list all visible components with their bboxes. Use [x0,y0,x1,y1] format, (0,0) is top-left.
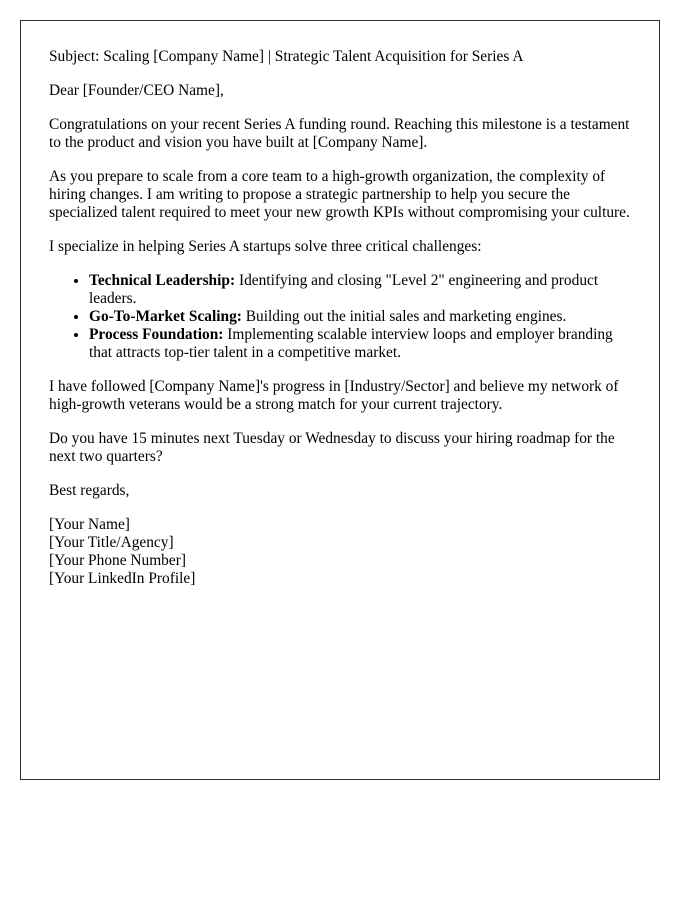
challenge-title: Process Foundation: [89,326,224,343]
signature-phone: [Your Phone Number] [49,552,186,569]
challenge-text: Identifying and closing "Level 2" engineering and product leaders. [89,272,599,307]
subject-line: Subject: Scaling [Company Name] | Strategic Talent Acquisition for Series A [49,48,524,65]
challenge-text: Implementing scalable interview loops and employer branding that attracts top-tier talent in a competitive market. [89,326,613,361]
paragraph-proposal: As you prepare to scale from a core team to a high-growth organization, the complexity of hiring changes. I am writing to propose a strategic partnership to help you secure the specialized talent required to meet your new growth KPIs without compromising your culture. [49,168,630,221]
challenge-text: Building out the initial sales and marketing engines. [241,308,567,325]
list-item [89,326,631,362]
greeting: Dear [Founder/CEO Name], [49,82,224,99]
list-item [89,308,631,326]
challenge-title: Go-To-Market Scaling: [89,308,242,325]
paragraph-specialize: I specialize in helping Series A startups solve three critical challenges: [49,238,482,255]
paragraph-call-to-action: Do you have 15 minutes next Tuesday or Wednesday to discuss your hiring roadmap for the next two quarters? [49,430,615,465]
closing: Best regards, [49,482,130,499]
paragraph-network: I have followed [Company Name]'s progress in [Industry/Sector] and believe my network of high-growth veterans would be a strong match for your current trajectory. [49,378,619,413]
signature-name: [Your Name] [49,516,130,533]
signature-title: [Your Title/Agency] [49,534,174,551]
letter-page [20,20,660,780]
challenge-title: Technical Leadership: [89,272,236,289]
paragraph-congratulations: Congratulations on your recent Series A funding round. Reaching this milestone is a testament to the product and vision you have built at [Company Name]. [49,116,630,151]
signature-linkedin: [Your LinkedIn Profile] [49,570,196,587]
challenges-list [49,272,631,362]
list-item [89,272,631,308]
signature-block [49,516,631,588]
